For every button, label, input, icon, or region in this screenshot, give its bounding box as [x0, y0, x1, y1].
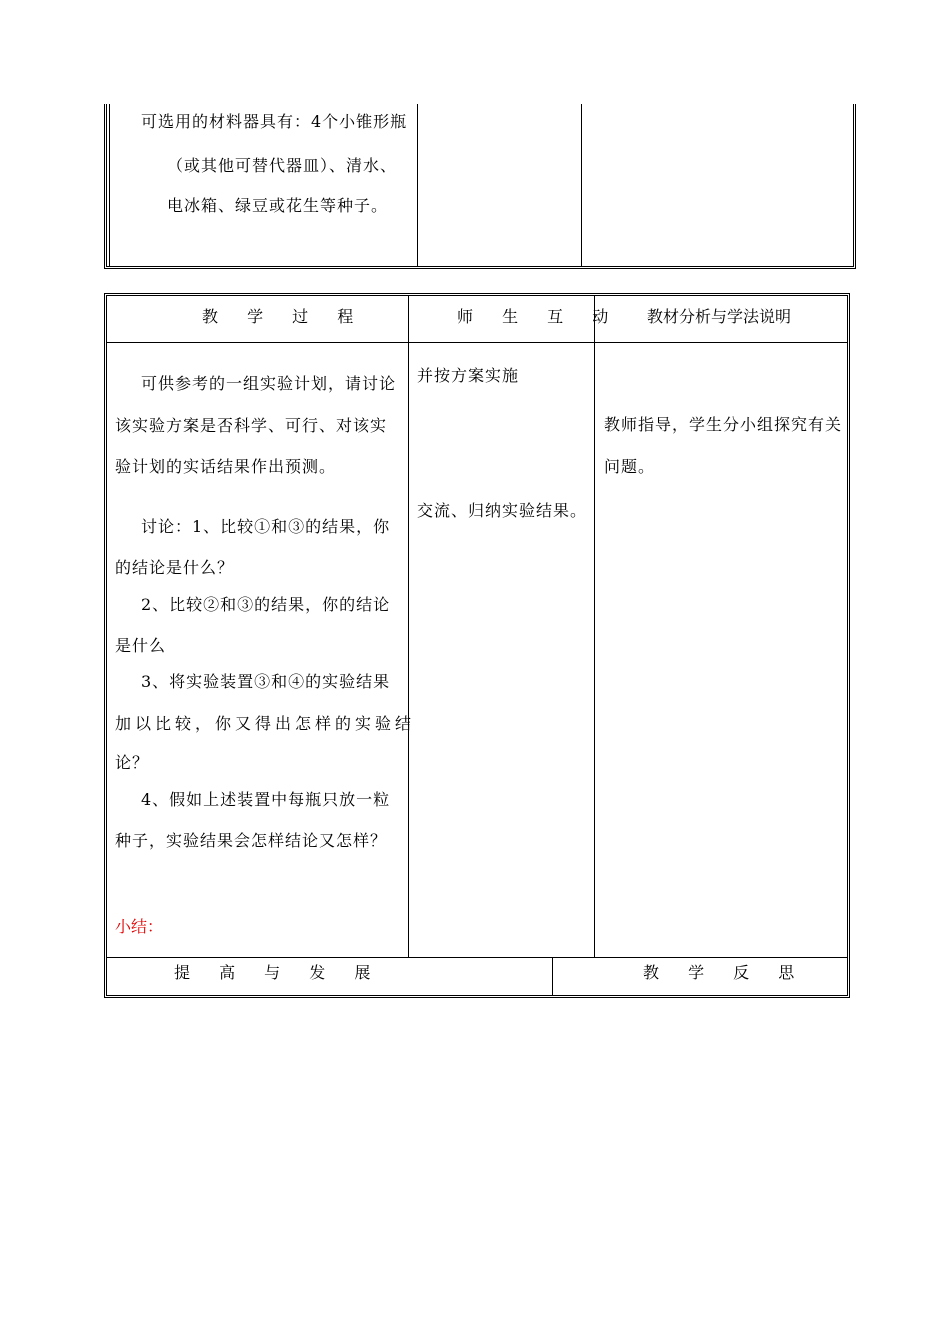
materials-line-2: （或其他可替代器皿）、清水、 — [167, 156, 398, 175]
process-line: 4、假如上述装置中每瓶只放一粒 — [141, 790, 391, 809]
header-interaction: 师 生 互 动 — [457, 307, 621, 326]
analysis-line: 教师指导，学生分小组探究有关 — [604, 415, 843, 434]
header-divider — [107, 342, 847, 343]
process-line: 可供参考的一组实验计划，请讨论 — [141, 374, 397, 393]
process-line: 是什么 — [115, 636, 167, 655]
materials-table — [104, 104, 856, 269]
header-teaching-process: 教 学 过 程 — [202, 307, 366, 326]
footer-divider — [107, 957, 847, 958]
column-divider — [408, 296, 409, 957]
column-divider — [581, 104, 582, 266]
interaction-line: 并按方案实施 — [417, 366, 520, 385]
footer-reflection: 教 学 反 思 — [643, 963, 807, 982]
process-line: 加以比较，你又得出怎样的实验结 — [115, 714, 416, 733]
footer-improvement: 提 高 与 发 展 — [174, 963, 383, 982]
column-divider — [417, 104, 418, 266]
process-line: 种子，实验结果会怎样结论又怎样？ — [115, 831, 388, 850]
header-analysis: 教材分析与学法说明 — [647, 307, 792, 326]
footer-column-divider — [552, 957, 553, 995]
analysis-line: 问题。 — [604, 457, 656, 476]
materials-line-1: 可选用的材料器具有：4个小锥形瓶 — [141, 112, 408, 131]
process-line: 3、将实验装置③和④的实验结果 — [141, 672, 391, 691]
process-line: 验计划的实话结果作出预测。 — [115, 457, 337, 476]
materials-line-3: 电冰箱、绿豆或花生等种子。 — [167, 196, 389, 215]
process-line: 讨论：1、比较①和③的结果，你 — [141, 517, 391, 536]
summary-label: 小结： — [115, 917, 164, 936]
process-line: 该实验方案是否科学、可行、对该实 — [115, 416, 388, 435]
column-divider — [594, 296, 595, 957]
process-line: 的结论是什么？ — [115, 558, 235, 577]
double-line-inner — [109, 104, 110, 266]
teaching-process-table — [104, 293, 850, 998]
process-line: 2、比较②和③的结果，你的结论 — [141, 595, 391, 614]
process-line: 论？ — [115, 753, 150, 772]
interaction-line: 交流、归纳实验结果。 — [417, 501, 588, 520]
